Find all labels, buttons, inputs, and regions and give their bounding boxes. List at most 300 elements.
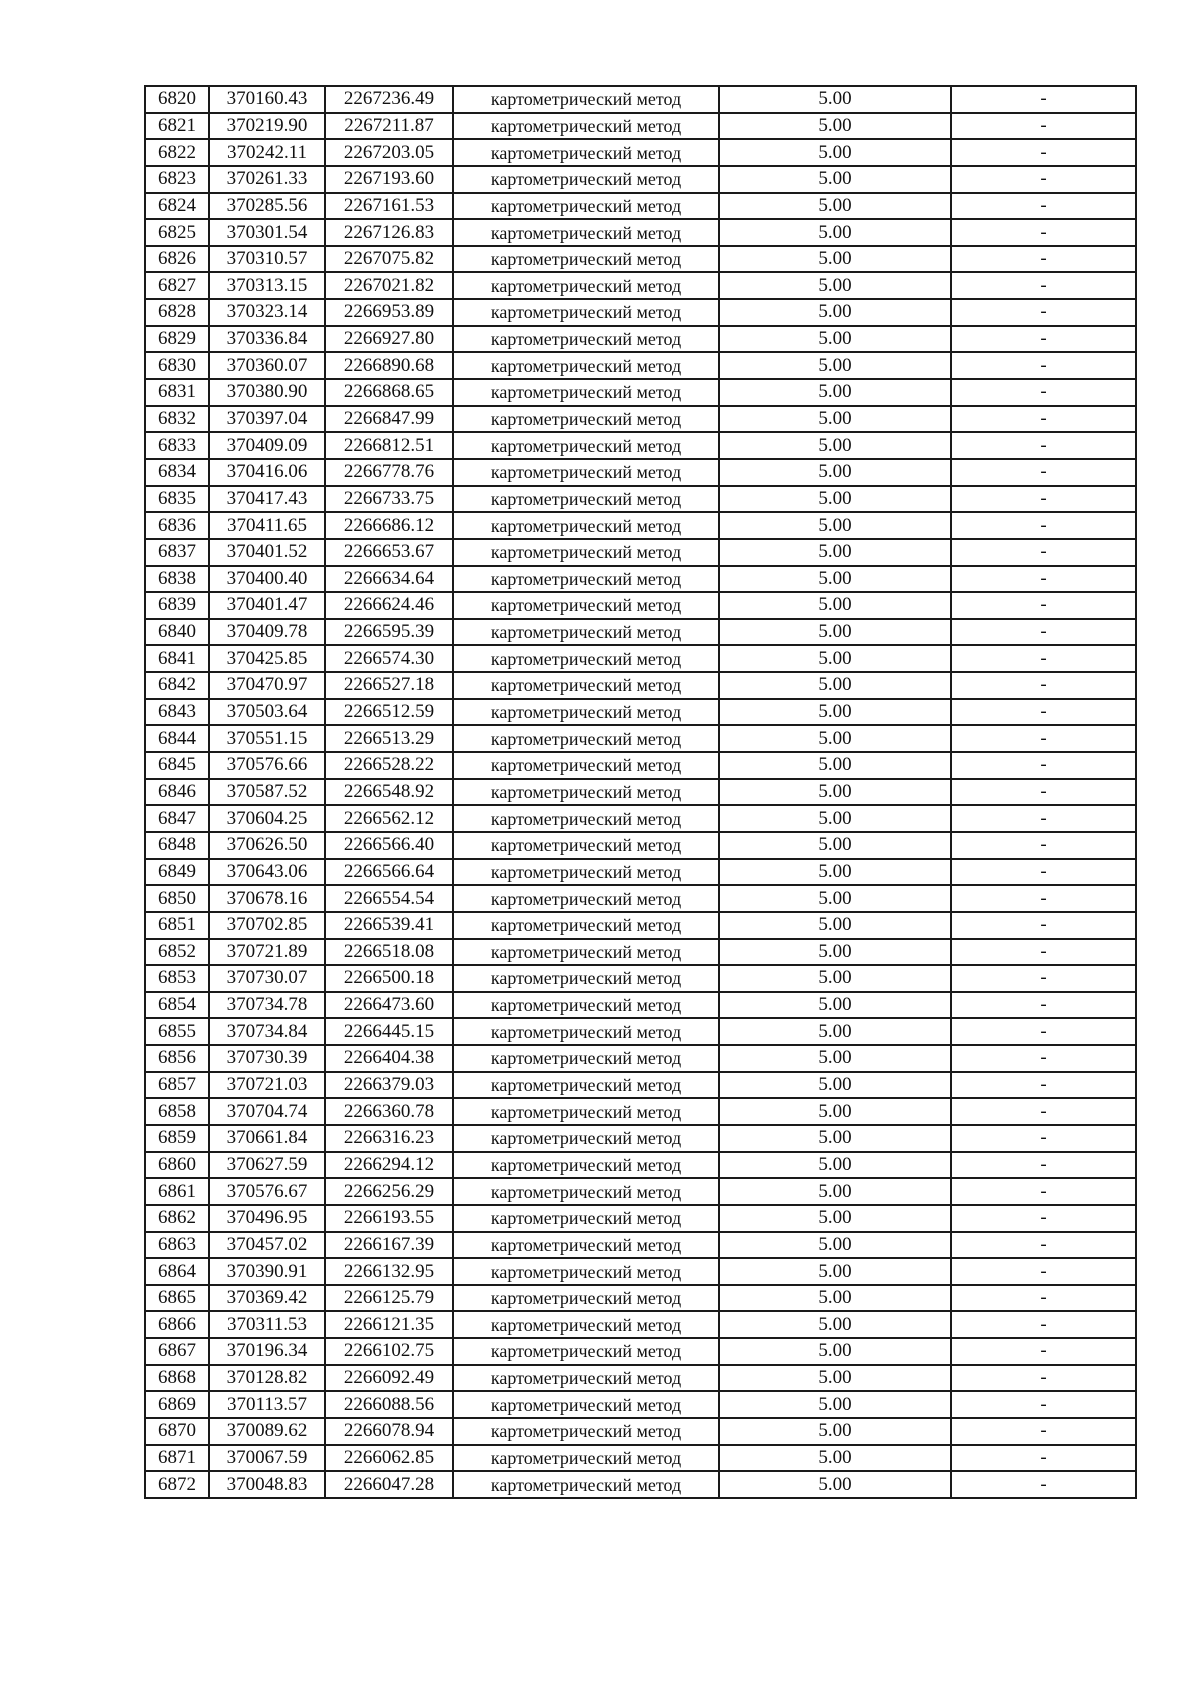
method-cell: картометрический метод <box>453 512 719 539</box>
accuracy-cell: 5.00 <box>719 859 951 886</box>
table-row <box>145 1178 1136 1205</box>
x-coordinate-cell: 370416.06 <box>209 459 325 486</box>
point-number-cell: 6820 <box>145 86 209 113</box>
y-coordinate-cell: 2266445.15 <box>325 1018 453 1045</box>
point-number-cell: 6833 <box>145 432 209 459</box>
accuracy-cell: 5.00 <box>719 512 951 539</box>
point-number-cell: 6866 <box>145 1311 209 1338</box>
method-cell: картометрический метод <box>453 486 719 513</box>
x-coordinate-cell: 370242.11 <box>209 139 325 166</box>
method-cell: картометрический метод <box>453 885 719 912</box>
note-cell: - <box>951 1445 1136 1472</box>
point-number-cell: 6863 <box>145 1232 209 1259</box>
y-coordinate-cell: 2266167.39 <box>325 1232 453 1259</box>
note-cell: - <box>951 1098 1136 1125</box>
table-row <box>145 459 1136 486</box>
method-cell: картометрический метод <box>453 1391 719 1418</box>
y-coordinate-cell: 2266890.68 <box>325 352 453 379</box>
x-coordinate-cell: 370285.56 <box>209 193 325 220</box>
note-cell: - <box>951 113 1136 140</box>
x-coordinate-cell: 370313.15 <box>209 272 325 299</box>
table-row <box>145 539 1136 566</box>
method-cell: картометрический метод <box>453 1258 719 1285</box>
y-coordinate-cell: 2266316.23 <box>325 1125 453 1152</box>
table-row <box>145 912 1136 939</box>
accuracy-cell: 5.00 <box>719 379 951 406</box>
y-coordinate-cell: 2266778.76 <box>325 459 453 486</box>
accuracy-cell: 5.00 <box>719 1445 951 1472</box>
x-coordinate-cell: 370409.09 <box>209 432 325 459</box>
accuracy-cell: 5.00 <box>719 992 951 1019</box>
method-cell: картометрический метод <box>453 379 719 406</box>
y-coordinate-cell: 2266868.65 <box>325 379 453 406</box>
y-coordinate-cell: 2266554.54 <box>325 885 453 912</box>
x-coordinate-cell: 370311.53 <box>209 1311 325 1338</box>
table-row <box>145 352 1136 379</box>
y-coordinate-cell: 2266092.49 <box>325 1365 453 1392</box>
table-row <box>145 992 1136 1019</box>
x-coordinate-cell: 370411.65 <box>209 512 325 539</box>
x-coordinate-cell: 370360.07 <box>209 352 325 379</box>
note-cell: - <box>951 139 1136 166</box>
accuracy-cell: 5.00 <box>719 1232 951 1259</box>
method-cell: картометрический метод <box>453 752 719 779</box>
point-number-cell: 6851 <box>145 912 209 939</box>
accuracy-cell: 5.00 <box>719 619 951 646</box>
y-coordinate-cell: 2266062.85 <box>325 1445 453 1472</box>
y-coordinate-cell: 2266256.29 <box>325 1178 453 1205</box>
x-coordinate-cell: 370470.97 <box>209 672 325 699</box>
method-cell: картометрический метод <box>453 672 719 699</box>
accuracy-cell: 5.00 <box>719 166 951 193</box>
table-row <box>145 1285 1136 1312</box>
table-row <box>145 1258 1136 1285</box>
table-row <box>145 1445 1136 1472</box>
y-coordinate-cell: 2266500.18 <box>325 965 453 992</box>
accuracy-cell: 5.00 <box>719 432 951 459</box>
accuracy-cell: 5.00 <box>719 912 951 939</box>
table-row <box>145 299 1136 326</box>
note-cell: - <box>951 459 1136 486</box>
y-coordinate-cell: 2266078.94 <box>325 1418 453 1445</box>
table-row <box>145 1018 1136 1045</box>
point-number-cell: 6850 <box>145 885 209 912</box>
table-row <box>145 832 1136 859</box>
table-row <box>145 965 1136 992</box>
accuracy-cell: 5.00 <box>719 326 951 353</box>
accuracy-cell: 5.00 <box>719 113 951 140</box>
table-row <box>145 86 1136 113</box>
method-cell: картометрический метод <box>453 566 719 593</box>
table-row <box>145 1072 1136 1099</box>
table-row <box>145 752 1136 779</box>
table-row <box>145 406 1136 433</box>
note-cell: - <box>951 512 1136 539</box>
method-cell: картометрический метод <box>453 219 719 246</box>
x-coordinate-cell: 370409.78 <box>209 619 325 646</box>
y-coordinate-cell: 2266294.12 <box>325 1152 453 1179</box>
method-cell: картометрический метод <box>453 352 719 379</box>
x-coordinate-cell: 370587.52 <box>209 779 325 806</box>
accuracy-cell: 5.00 <box>719 1338 951 1365</box>
note-cell: - <box>951 805 1136 832</box>
table-row <box>145 1311 1136 1338</box>
point-number-cell: 6858 <box>145 1098 209 1125</box>
point-number-cell: 6824 <box>145 193 209 220</box>
y-coordinate-cell: 2266379.03 <box>325 1072 453 1099</box>
y-coordinate-cell: 2266513.29 <box>325 725 453 752</box>
note-cell: - <box>951 1471 1136 1498</box>
table-row <box>145 379 1136 406</box>
point-number-cell: 6841 <box>145 645 209 672</box>
point-number-cell: 6822 <box>145 139 209 166</box>
method-cell: картометрический метод <box>453 1018 719 1045</box>
method-cell: картометрический метод <box>453 805 719 832</box>
method-cell: картометрический метод <box>453 1098 719 1125</box>
accuracy-cell: 5.00 <box>719 1285 951 1312</box>
note-cell: - <box>951 1045 1136 1072</box>
note-cell: - <box>951 992 1136 1019</box>
note-cell: - <box>951 645 1136 672</box>
table-row <box>145 1045 1136 1072</box>
y-coordinate-cell: 2266566.64 <box>325 859 453 886</box>
x-coordinate-cell: 370734.84 <box>209 1018 325 1045</box>
accuracy-cell: 5.00 <box>719 1311 951 1338</box>
point-number-cell: 6865 <box>145 1285 209 1312</box>
accuracy-cell: 5.00 <box>719 406 951 433</box>
note-cell: - <box>951 272 1136 299</box>
y-coordinate-cell: 2266653.67 <box>325 539 453 566</box>
note-cell: - <box>951 1391 1136 1418</box>
note-cell: - <box>951 1152 1136 1179</box>
note-cell: - <box>951 406 1136 433</box>
method-cell: картометрический метод <box>453 1338 719 1365</box>
method-cell: картометрический метод <box>453 272 719 299</box>
method-cell: картометрический метод <box>453 1365 719 1392</box>
x-coordinate-cell: 370067.59 <box>209 1445 325 1472</box>
method-cell: картометрический метод <box>453 1045 719 1072</box>
method-cell: картометрический метод <box>453 965 719 992</box>
table-row <box>145 1205 1136 1232</box>
accuracy-cell: 5.00 <box>719 1258 951 1285</box>
y-coordinate-cell: 2266624.46 <box>325 592 453 619</box>
accuracy-cell: 5.00 <box>719 885 951 912</box>
point-number-cell: 6861 <box>145 1178 209 1205</box>
point-number-cell: 6857 <box>145 1072 209 1099</box>
accuracy-cell: 5.00 <box>719 1072 951 1099</box>
y-coordinate-cell: 2266404.38 <box>325 1045 453 1072</box>
x-coordinate-cell: 370702.85 <box>209 912 325 939</box>
point-number-cell: 6838 <box>145 566 209 593</box>
method-cell: картометрический метод <box>453 299 719 326</box>
accuracy-cell: 5.00 <box>719 86 951 113</box>
x-coordinate-cell: 370496.95 <box>209 1205 325 1232</box>
method-cell: картометрический метод <box>453 779 719 806</box>
note-cell: - <box>951 379 1136 406</box>
accuracy-cell: 5.00 <box>719 939 951 966</box>
point-number-cell: 6835 <box>145 486 209 513</box>
point-number-cell: 6844 <box>145 725 209 752</box>
accuracy-cell: 5.00 <box>719 1418 951 1445</box>
point-number-cell: 6867 <box>145 1338 209 1365</box>
y-coordinate-cell: 2266566.40 <box>325 832 453 859</box>
table-row <box>145 113 1136 140</box>
method-cell: картометрический метод <box>453 406 719 433</box>
x-coordinate-cell: 370380.90 <box>209 379 325 406</box>
note-cell: - <box>951 619 1136 646</box>
y-coordinate-cell: 2267021.82 <box>325 272 453 299</box>
y-coordinate-cell: 2266548.92 <box>325 779 453 806</box>
point-number-cell: 6825 <box>145 219 209 246</box>
point-number-cell: 6848 <box>145 832 209 859</box>
accuracy-cell: 5.00 <box>719 1178 951 1205</box>
coordinates-table <box>144 85 1137 1499</box>
point-number-cell: 6843 <box>145 699 209 726</box>
note-cell: - <box>951 486 1136 513</box>
method-cell: картометрический метод <box>453 699 719 726</box>
point-number-cell: 6832 <box>145 406 209 433</box>
point-number-cell: 6855 <box>145 1018 209 1045</box>
point-number-cell: 6827 <box>145 272 209 299</box>
point-number-cell: 6846 <box>145 779 209 806</box>
y-coordinate-cell: 2266518.08 <box>325 939 453 966</box>
accuracy-cell: 5.00 <box>719 1365 951 1392</box>
y-coordinate-cell: 2266102.75 <box>325 1338 453 1365</box>
method-cell: картометрический метод <box>453 1205 719 1232</box>
x-coordinate-cell: 370261.33 <box>209 166 325 193</box>
y-coordinate-cell: 2267203.05 <box>325 139 453 166</box>
x-coordinate-cell: 370390.91 <box>209 1258 325 1285</box>
point-number-cell: 6856 <box>145 1045 209 1072</box>
y-coordinate-cell: 2266953.89 <box>325 299 453 326</box>
method-cell: картометрический метод <box>453 1418 719 1445</box>
y-coordinate-cell: 2266473.60 <box>325 992 453 1019</box>
x-coordinate-cell: 370604.25 <box>209 805 325 832</box>
note-cell: - <box>951 166 1136 193</box>
method-cell: картометрический метод <box>453 725 719 752</box>
method-cell: картометрический метод <box>453 326 719 353</box>
note-cell: - <box>951 1258 1136 1285</box>
coordinates-table-body <box>145 86 1136 1498</box>
y-coordinate-cell: 2267193.60 <box>325 166 453 193</box>
x-coordinate-cell: 370730.07 <box>209 965 325 992</box>
method-cell: картометрический метод <box>453 592 719 619</box>
note-cell: - <box>951 725 1136 752</box>
x-coordinate-cell: 370310.57 <box>209 246 325 273</box>
note-cell: - <box>951 1018 1136 1045</box>
accuracy-cell: 5.00 <box>719 193 951 220</box>
point-number-cell: 6842 <box>145 672 209 699</box>
method-cell: картометрический метод <box>453 645 719 672</box>
accuracy-cell: 5.00 <box>719 486 951 513</box>
x-coordinate-cell: 370457.02 <box>209 1232 325 1259</box>
point-number-cell: 6830 <box>145 352 209 379</box>
y-coordinate-cell: 2266927.80 <box>325 326 453 353</box>
method-cell: картометрический метод <box>453 1152 719 1179</box>
table-row <box>145 193 1136 220</box>
note-cell: - <box>951 352 1136 379</box>
accuracy-cell: 5.00 <box>719 779 951 806</box>
x-coordinate-cell: 370323.14 <box>209 299 325 326</box>
y-coordinate-cell: 2266562.12 <box>325 805 453 832</box>
note-cell: - <box>951 939 1136 966</box>
y-coordinate-cell: 2266812.51 <box>325 432 453 459</box>
y-coordinate-cell: 2266132.95 <box>325 1258 453 1285</box>
table-row <box>145 432 1136 459</box>
accuracy-cell: 5.00 <box>719 592 951 619</box>
point-number-cell: 6829 <box>145 326 209 353</box>
point-number-cell: 6828 <box>145 299 209 326</box>
method-cell: картометрический метод <box>453 1125 719 1152</box>
note-cell: - <box>951 779 1136 806</box>
accuracy-cell: 5.00 <box>719 539 951 566</box>
x-coordinate-cell: 370401.47 <box>209 592 325 619</box>
point-number-cell: 6834 <box>145 459 209 486</box>
point-number-cell: 6869 <box>145 1391 209 1418</box>
point-number-cell: 6868 <box>145 1365 209 1392</box>
table-row <box>145 486 1136 513</box>
point-number-cell: 6845 <box>145 752 209 779</box>
accuracy-cell: 5.00 <box>719 672 951 699</box>
accuracy-cell: 5.00 <box>719 1045 951 1072</box>
table-row <box>145 725 1136 752</box>
accuracy-cell: 5.00 <box>719 246 951 273</box>
point-number-cell: 6837 <box>145 539 209 566</box>
y-coordinate-cell: 2266634.64 <box>325 566 453 593</box>
x-coordinate-cell: 370643.06 <box>209 859 325 886</box>
table-row <box>145 1125 1136 1152</box>
point-number-cell: 6823 <box>145 166 209 193</box>
note-cell: - <box>951 219 1136 246</box>
method-cell: картометрический метод <box>453 832 719 859</box>
note-cell: - <box>951 699 1136 726</box>
table-row <box>145 1418 1136 1445</box>
y-coordinate-cell: 2267075.82 <box>325 246 453 273</box>
x-coordinate-cell: 370048.83 <box>209 1471 325 1498</box>
accuracy-cell: 5.00 <box>719 699 951 726</box>
point-number-cell: 6853 <box>145 965 209 992</box>
x-coordinate-cell: 370734.78 <box>209 992 325 1019</box>
x-coordinate-cell: 370730.39 <box>209 1045 325 1072</box>
x-coordinate-cell: 370128.82 <box>209 1365 325 1392</box>
table-row <box>145 512 1136 539</box>
y-coordinate-cell: 2266528.22 <box>325 752 453 779</box>
note-cell: - <box>951 1178 1136 1205</box>
accuracy-cell: 5.00 <box>719 832 951 859</box>
method-cell: картометрический метод <box>453 1232 719 1259</box>
x-coordinate-cell: 370219.90 <box>209 113 325 140</box>
point-number-cell: 6840 <box>145 619 209 646</box>
method-cell: картометрический метод <box>453 539 719 566</box>
table-row <box>145 592 1136 619</box>
point-number-cell: 6821 <box>145 113 209 140</box>
accuracy-cell: 5.00 <box>719 1471 951 1498</box>
accuracy-cell: 5.00 <box>719 645 951 672</box>
x-coordinate-cell: 370576.66 <box>209 752 325 779</box>
accuracy-cell: 5.00 <box>719 1391 951 1418</box>
method-cell: картометрический метод <box>453 193 719 220</box>
note-cell: - <box>951 592 1136 619</box>
note-cell: - <box>951 1232 1136 1259</box>
x-coordinate-cell: 370721.89 <box>209 939 325 966</box>
point-number-cell: 6831 <box>145 379 209 406</box>
point-number-cell: 6864 <box>145 1258 209 1285</box>
y-coordinate-cell: 2267236.49 <box>325 86 453 113</box>
method-cell: картометрический метод <box>453 859 719 886</box>
note-cell: - <box>951 1365 1136 1392</box>
method-cell: картометрический метод <box>453 139 719 166</box>
method-cell: картометрический метод <box>453 1471 719 1498</box>
y-coordinate-cell: 2266527.18 <box>325 672 453 699</box>
note-cell: - <box>951 1311 1136 1338</box>
y-coordinate-cell: 2266125.79 <box>325 1285 453 1312</box>
x-coordinate-cell: 370397.04 <box>209 406 325 433</box>
point-number-cell: 6860 <box>145 1152 209 1179</box>
method-cell: картометрический метод <box>453 619 719 646</box>
point-number-cell: 6847 <box>145 805 209 832</box>
table-row <box>145 566 1136 593</box>
x-coordinate-cell: 370401.52 <box>209 539 325 566</box>
x-coordinate-cell: 370627.59 <box>209 1152 325 1179</box>
point-number-cell: 6854 <box>145 992 209 1019</box>
table-row <box>145 1098 1136 1125</box>
x-coordinate-cell: 370576.67 <box>209 1178 325 1205</box>
note-cell: - <box>951 1125 1136 1152</box>
accuracy-cell: 5.00 <box>719 1205 951 1232</box>
x-coordinate-cell: 370626.50 <box>209 832 325 859</box>
x-coordinate-cell: 370160.43 <box>209 86 325 113</box>
y-coordinate-cell: 2266047.28 <box>325 1471 453 1498</box>
y-coordinate-cell: 2266574.30 <box>325 645 453 672</box>
x-coordinate-cell: 370369.42 <box>209 1285 325 1312</box>
note-cell: - <box>951 832 1136 859</box>
table-row <box>145 139 1136 166</box>
y-coordinate-cell: 2266088.56 <box>325 1391 453 1418</box>
point-number-cell: 6849 <box>145 859 209 886</box>
accuracy-cell: 5.00 <box>719 566 951 593</box>
y-coordinate-cell: 2266847.99 <box>325 406 453 433</box>
note-cell: - <box>951 1285 1136 1312</box>
method-cell: картометрический метод <box>453 1072 719 1099</box>
point-number-cell: 6870 <box>145 1418 209 1445</box>
table-row <box>145 166 1136 193</box>
x-coordinate-cell: 370551.15 <box>209 725 325 752</box>
accuracy-cell: 5.00 <box>719 139 951 166</box>
y-coordinate-cell: 2266121.35 <box>325 1311 453 1338</box>
table-row <box>145 246 1136 273</box>
x-coordinate-cell: 370417.43 <box>209 486 325 513</box>
note-cell: - <box>951 193 1136 220</box>
y-coordinate-cell: 2266360.78 <box>325 1098 453 1125</box>
accuracy-cell: 5.00 <box>719 1098 951 1125</box>
note-cell: - <box>951 885 1136 912</box>
method-cell: картометрический метод <box>453 912 719 939</box>
accuracy-cell: 5.00 <box>719 1152 951 1179</box>
method-cell: картометрический метод <box>453 246 719 273</box>
method-cell: картометрический метод <box>453 459 719 486</box>
x-coordinate-cell: 370113.57 <box>209 1391 325 1418</box>
x-coordinate-cell: 370721.03 <box>209 1072 325 1099</box>
point-number-cell: 6871 <box>145 1445 209 1472</box>
note-cell: - <box>951 965 1136 992</box>
table-row <box>145 672 1136 699</box>
note-cell: - <box>951 246 1136 273</box>
note-cell: - <box>951 566 1136 593</box>
accuracy-cell: 5.00 <box>719 725 951 752</box>
table-row <box>145 645 1136 672</box>
accuracy-cell: 5.00 <box>719 805 951 832</box>
note-cell: - <box>951 1072 1136 1099</box>
